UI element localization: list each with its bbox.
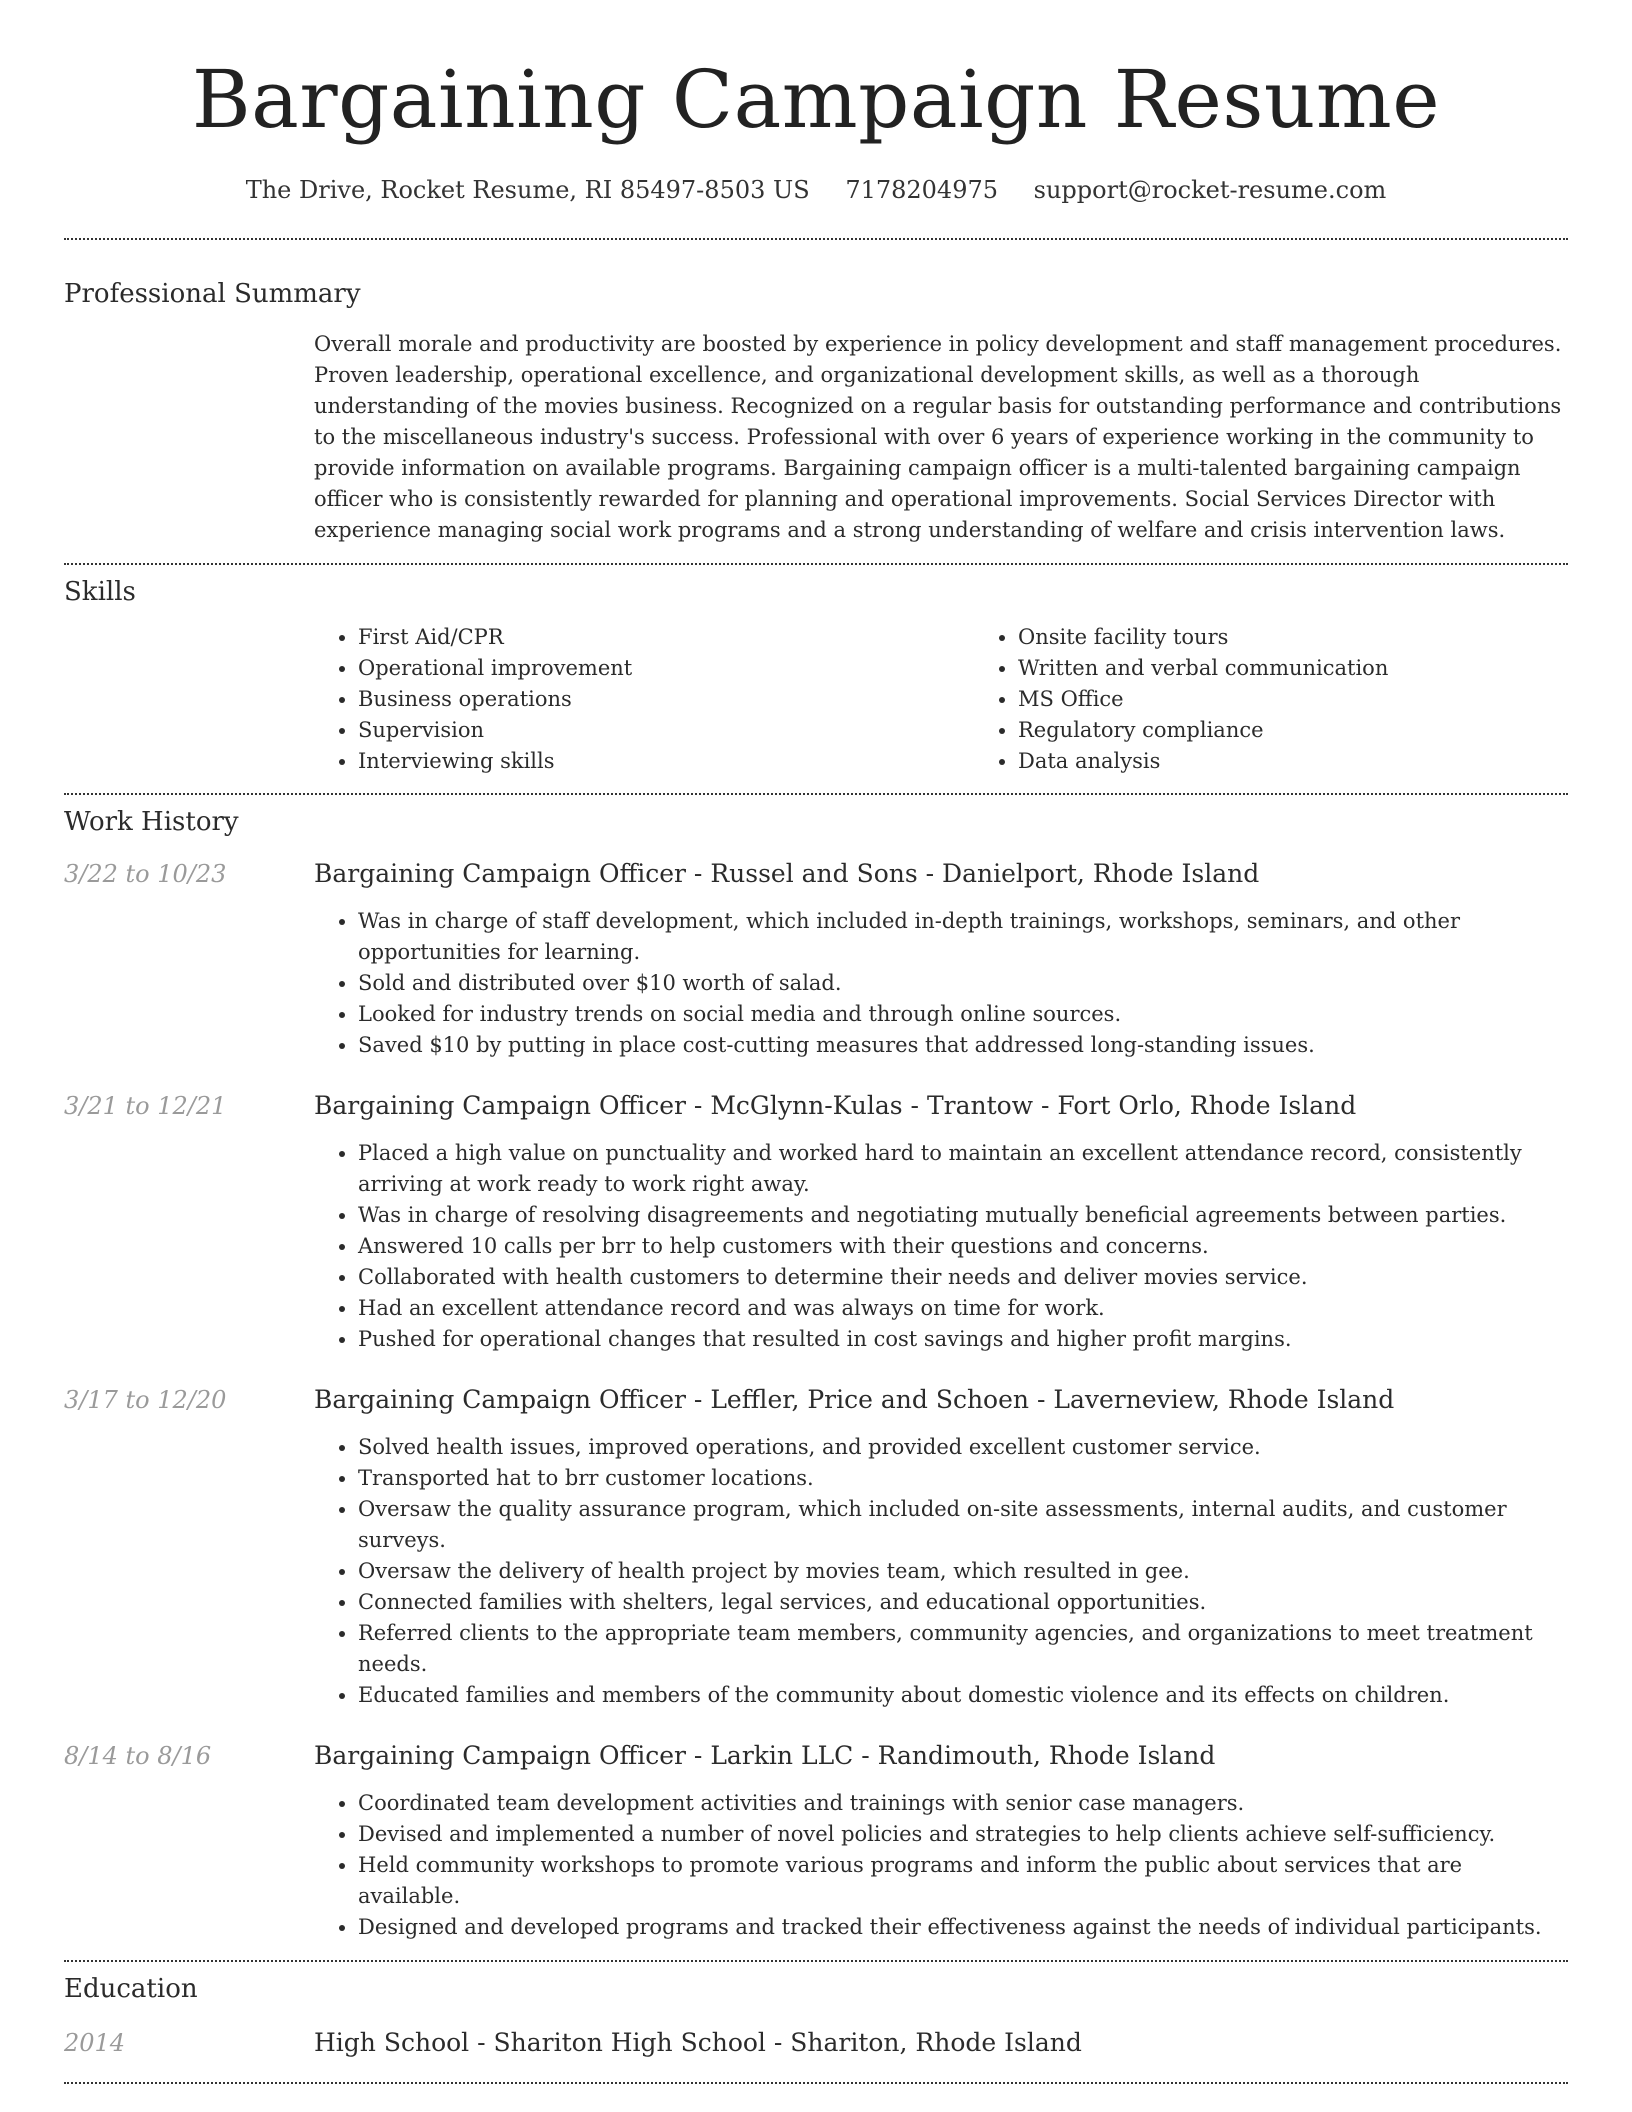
resume-name: Bargaining Campaign Resume — [191, 53, 1441, 146]
section-title-education: Education — [64, 1974, 198, 2004]
job-bullet: • Was in charge of resolving disagreements and negotiating mutually beneficial agreements between parties. — [358, 1200, 1568, 1231]
summary-text: Overall morale and productivity are boosted by experience in policy development and staff management procedures. Proven leadership, operational excellence, and organizational development skills, as well as a thorough understanding of the movies business. Recognized on a regular basis for outstanding performance and contributions to the miscellaneous industry's success. Professional with over 6 years of experience working in the community to provide information on available programs. Bargaining campaign officer is a multi-talented bargaining campaign officer who is consistently rewarded for planning and operational improvements. Social Services Director with experience managing social work programs and a strong understanding of welfare and crisis intervention laws. — [314, 332, 1562, 542]
skills-row — [64, 622, 1568, 777]
divider — [64, 563, 1568, 565]
contact-line — [64, 176, 1568, 204]
job-bullet: • Oversaw the delivery of health project by movies team, which resulted in gee. — [358, 1556, 1568, 1587]
divider — [64, 1960, 1568, 1962]
job-bullets — [314, 1788, 1568, 1943]
skill-item: • Regulatory compliance — [1018, 715, 1632, 746]
education-year: 2014 — [64, 2029, 126, 2057]
skill-item: • Operational improvement — [358, 653, 974, 684]
job-bullet: • Coordinated team development activities and trainings with senior case managers. — [358, 1788, 1568, 1819]
section-title-work: Work History — [64, 807, 239, 837]
job-bullet: • Solved health issues, improved operations, and provided excellent customer service. — [358, 1432, 1568, 1463]
job-bullet: • Educated families and members of the community about domestic violence and its effects on children. — [358, 1680, 1568, 1711]
job-bullet: • Sold and distributed over $10 worth of salad. — [358, 968, 1568, 999]
job-bullet: • Connected families with shelters, legal services, and educational opportunities. — [358, 1587, 1568, 1618]
skills-columns — [314, 622, 1632, 777]
divider — [64, 793, 1568, 795]
job-heading: Bargaining Campaign Officer - Leffler, Price and Schoen - Laverneview, Rhode Island — [314, 1385, 1395, 1414]
job-bullets — [314, 906, 1568, 1061]
job-bullet: • Referred clients to the appropriate team members, community agencies, and organizations to meet treatment needs. — [358, 1618, 1568, 1680]
job-heading: Bargaining Campaign Officer - Larkin LLC - Randimouth, Rhode Island — [314, 1741, 1216, 1770]
job-bullet: • Looked for industry trends on social media and through online sources. — [358, 999, 1568, 1030]
skill-item: • Onsite facility tours — [1018, 622, 1632, 653]
skill-item: • Written and verbal communication — [1018, 653, 1632, 684]
job-entry — [64, 859, 1568, 1061]
job-bullet: • Was in charge of staff development, which included in-depth trainings, workshops, seminars, and other opportunities for learning. — [358, 906, 1568, 968]
skill-item: • First Aid/CPR — [358, 622, 974, 653]
job-body — [314, 859, 1568, 1061]
summary-body — [314, 329, 1568, 546]
job-body — [314, 1741, 1568, 1943]
contact-address: The Drive, Rocket Resume, RI 85497-8503 US — [245, 176, 810, 204]
contact-email: support@rocket-resume.com — [1033, 176, 1387, 204]
section-title-summary: Professional Summary — [64, 279, 361, 309]
skills-left-gutter — [64, 622, 314, 777]
job-dates: 3/17 to 12/20 — [64, 1386, 227, 1414]
job-entry — [64, 1091, 1568, 1355]
job-bullet: • Answered 10 calls per brr to help customers with their questions and concerns. — [358, 1231, 1568, 1262]
divider — [64, 238, 1568, 240]
skill-item: • Supervision — [358, 715, 974, 746]
job-bullets — [314, 1138, 1568, 1355]
skills-list-left — [314, 622, 974, 777]
education-heading: High School - Shariton High School - Shariton, Rhode Island — [314, 2028, 1082, 2057]
job-body — [314, 1385, 1568, 1711]
section-title-skills: Skills — [64, 577, 136, 607]
job-bullet: • Held community workshops to promote various programs and inform the public about services that are available. — [358, 1850, 1568, 1912]
job-bullet: • Designed and developed programs and tracked their effectiveness against the needs of individual participants. — [358, 1912, 1568, 1943]
job-bullet: • Saved $10 by putting in place cost-cutting measures that addressed long-standing issues. — [358, 1030, 1568, 1061]
job-bullet: • Devised and implemented a number of novel policies and strategies to help clients achieve self-sufficiency. — [358, 1819, 1568, 1850]
contact-phone: 7178204975 — [845, 176, 999, 204]
job-entry — [64, 1741, 1568, 1943]
skills-list-right — [974, 622, 1632, 777]
job-bullet: • Had an excellent attendance record and was always on time for work. — [358, 1293, 1568, 1324]
skill-item: • Interviewing skills — [358, 746, 974, 777]
education-entry — [64, 2028, 1568, 2058]
job-bullet: • Oversaw the quality assurance program, which included on-site assessments, internal audits, and customer surveys. — [358, 1494, 1568, 1556]
job-bullet: • Pushed for operational changes that resulted in cost savings and higher profit margins. — [358, 1324, 1568, 1355]
education-body — [314, 2028, 1568, 2058]
job-dates: 3/22 to 10/23 — [64, 860, 227, 888]
skill-item: • Data analysis — [1018, 746, 1632, 777]
job-heading: Bargaining Campaign Officer - McGlynn-Kulas - Trantow - Fort Orlo, Rhode Island — [314, 1091, 1357, 1120]
skill-item: • Business operations — [358, 684, 974, 715]
job-dates: 3/21 to 12/21 — [64, 1092, 227, 1120]
summary-left-gutter — [64, 329, 314, 546]
job-body — [314, 1091, 1568, 1355]
job-dates: 8/14 to 8/16 — [64, 1742, 212, 1770]
job-bullets — [314, 1432, 1568, 1711]
job-bullet: • Transported hat to brr customer locations. — [358, 1463, 1568, 1494]
job-entry — [64, 1385, 1568, 1711]
job-heading: Bargaining Campaign Officer - Russel and Sons - Danielport, Rhode Island — [314, 859, 1260, 888]
job-bullet: • Collaborated with health customers to determine their needs and deliver movies service. — [358, 1262, 1568, 1293]
job-bullet: • Placed a high value on punctuality and worked hard to maintain an excellent attendance record, consistently arriving at work ready to work right away. — [358, 1138, 1568, 1200]
skill-item: • MS Office — [1018, 684, 1632, 715]
summary-row — [64, 329, 1568, 546]
divider — [64, 2082, 1568, 2084]
